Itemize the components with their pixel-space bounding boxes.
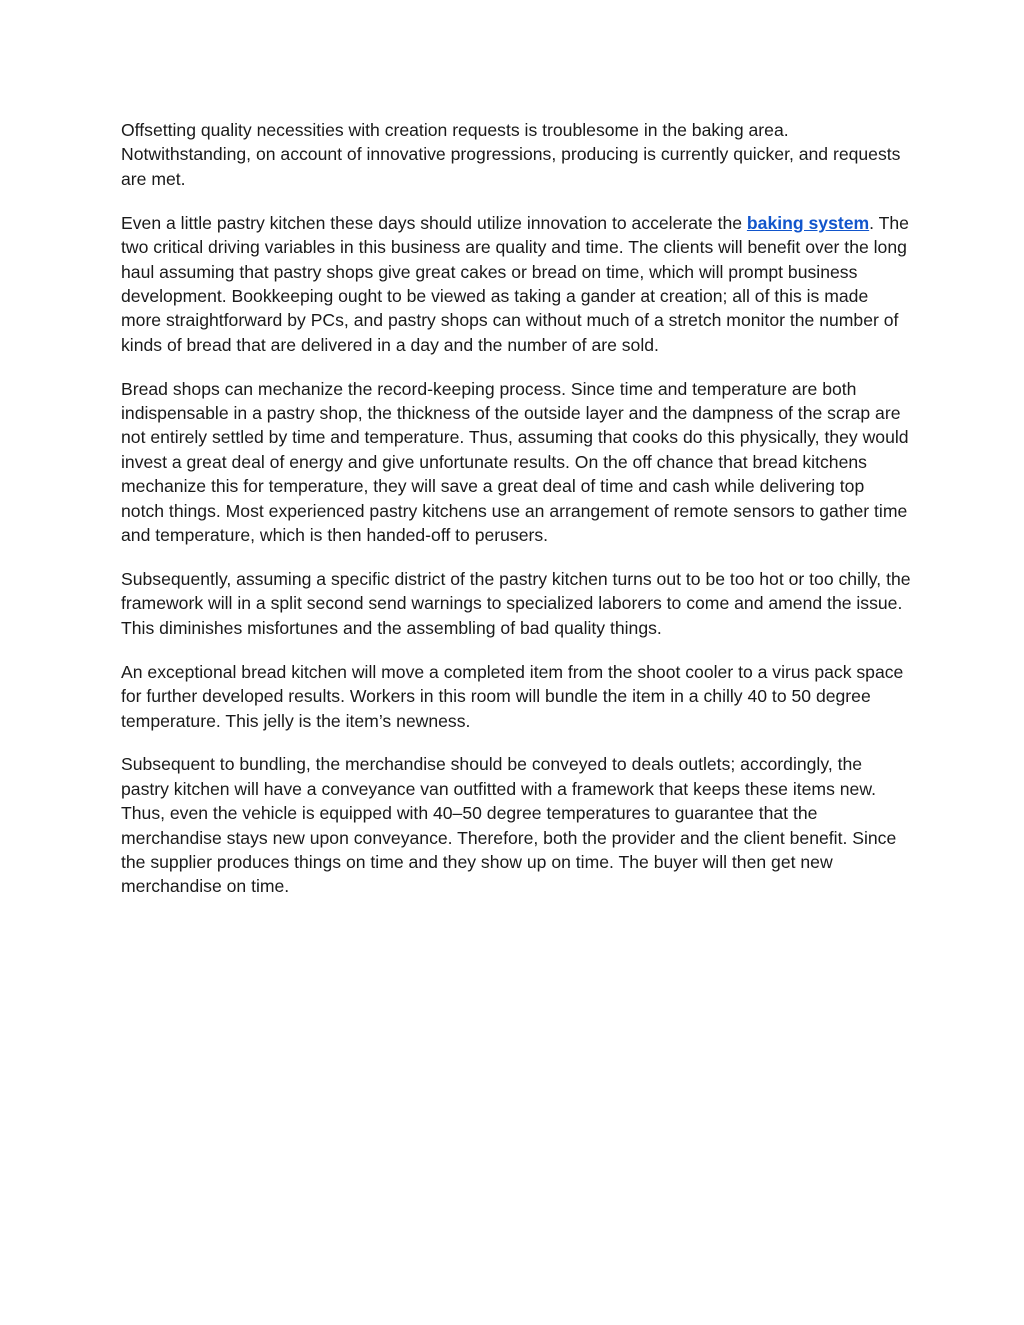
paragraph-3: Bread shops can mechanize the record-keeping process. Since time and temperature are both indispensable in a pastry shop, the thickness of the outside layer and the dampness of the scrap are not entirely settled by time and temperature. Thus, assuming that cooks do this physically, they would invest a great deal of energy and give unfortunate results. On the off chance that bread kitchens mechanize this for temperature, they will save a great deal of time and cash while delivering top notch things. Most experienced pastry kitchens use an arrangement of remote sensors to gather time and temperature, which is then handed-off to perusers. — [121, 378, 909, 546]
paragraph-5: An exceptional bread kitchen will move a completed item from the shoot cooler to a virus pack space for further developed results. Workers in this room will bundle the item in a chilly 40 to 50 degree temperature. This jelly is the item’s newness. — [121, 661, 904, 731]
paragraph-1: Offsetting quality necessities with creation requests is troublesome in the baking area. Notwithstanding, on account of innovative progressions, producing is currently quicker, and requests are met. — [121, 120, 901, 189]
paragraph-4: Subsequently, assuming a specific district of the pastry kitchen turns out to be too hot or too chilly, the framework will in a split second send warnings to specialized laborers to come and amend the issue. This diminishes misfortunes and the assembling of bad quality things. — [121, 569, 911, 638]
paragraph-2-text-after: . The two critical driving variables in this business are quality and time. The clients will benefit over the long haul assuming that pastry shops give great cakes or bread on time, which will prompt business development. Bookkeeping ought to be viewed as taking a gander at creation; all of this is made more straightforward by PCs, and pastry shops can without much of a stretch monitor the number of kinds of bread that are delivered in a day and the number of are sold. — [121, 212, 909, 355]
paragraph-2 — [121, 211, 911, 357]
paragraph-2-text-before: Even a little pastry kitchen these days should utilize innovation to accelerate the — [121, 212, 747, 233]
baking-system-link[interactable]: baking system — [746, 212, 870, 233]
paragraph-6: Subsequent to bundling, the merchandise should be conveyed to deals outlets; accordingly, the pastry kitchen will have a conveyance van outfitted with a framework that keeps these items new. Thus, even the vehicle is equipped with 40–50 degree temperatures to guarantee that the merchandise stays new upon conveyance. Therefore, both the provider and the client benefit. Since the supplier produces things on time and they show up on time. The buyer will then get new merchandise on time. — [121, 754, 897, 897]
document-body — [121, 118, 911, 918]
